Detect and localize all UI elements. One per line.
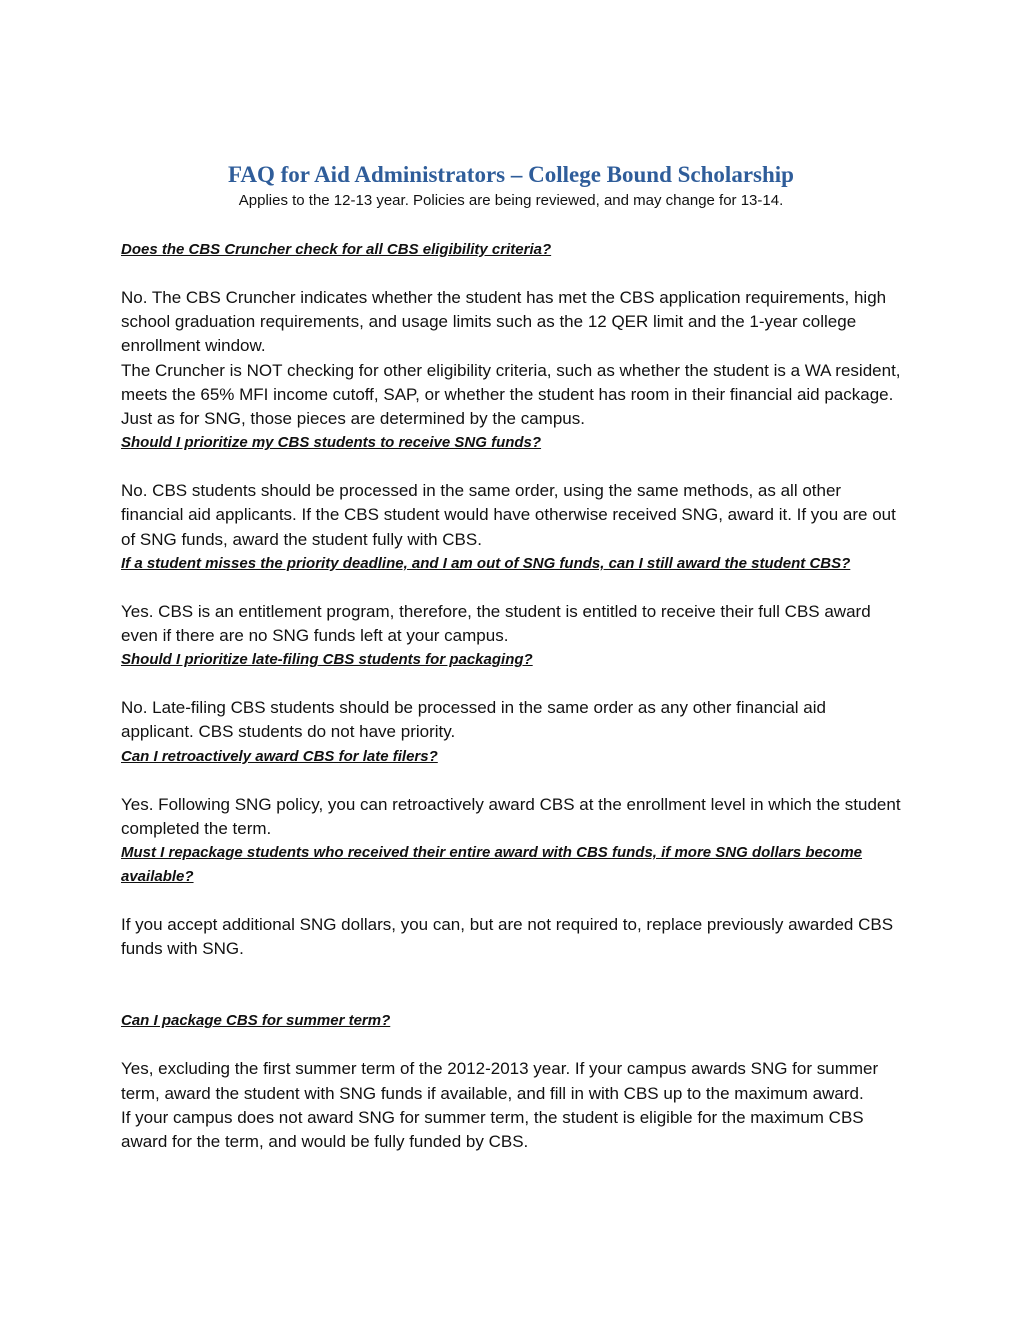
faq-answer-5: Yes. Following SNG policy, you can retroactively award CBS at the enrollment level in which the student completed the term. [121,794,901,838]
faq-answer-3: Yes. CBS is an entitlement program, therefore, the student is entitled to receive their full CBS award even if there are no SNG funds left at your campus. [121,601,871,646]
faq-answer-2: No. CBS students should be processed in the same order, using the same methods, as all other financial aid applicants. If the CBS student would have otherwise received SNG, award it. If you are out of SNG funds, award the student fully with CBS. [121,481,896,549]
faq-answer-4: No. Late-filing CBS students should be processed in the same order as any other financial aid applicant. CBS students do not have priority. [121,698,826,742]
page-title: FAQ for Aid Administrators – College Bound Scholarship [228,162,794,187]
page-subtitle: Applies to the 12-13 year. Policies are being reviewed, and may change for 13-14. [238,192,784,209]
faq-question-6: Must I repackage students who received their entire award with CBS funds, if more SNG dollars become available? [121,844,863,886]
faq-question-3: If a student misses the priority deadline, and I am out of SNG funds, can I still award the student CBS? [121,554,851,572]
faq-question-7: Can I package CBS for summer term? [121,1012,391,1030]
faq-question-2: Should I prioritize my CBS students to receive SNG funds? [121,434,542,452]
faq-question-1: Does the CBS Cruncher check for all CBS eligibility criteria? [121,241,552,258]
faq-question-5: Can I retroactively award CBS for late filers? [121,747,438,765]
faq-answer-6: If you accept additional SNG dollars, you can, but are not required to, replace previously awarded CBS funds with SNG. [121,915,894,959]
faq-answer-1a: No. The CBS Cruncher indicates whether the student has met the CBS application requirements, high school graduation requirements, and usage limits such as the 12 QER limit and the 1-year college enrollment window. [121,288,887,356]
faq-answer-7a: Yes, excluding the first summer term of the 2012-2013 year. If your campus awards SNG for summer term, award the student with SNG funds if available, and fill in with CBS up to the maximum award. [121,1059,879,1103]
faq-answer-1b: The Cruncher is NOT checking for other eligibility criteria, such as whether the student is a WA resident, meets the 65% MFI income cutoff, SAP, or whether the student has room in their financial aid package. Just as for SNG, those pieces are determined by the campus. [121,360,901,429]
document-page [121,160,901,1154]
faq-question-4: Should I prioritize late-filing CBS students for packaging? [121,651,533,669]
faq-answer-7b: If your campus does not award SNG for summer term, the student is eligible for the maximum CBS award for the term, and would be fully funded by CBS. [121,1107,864,1152]
